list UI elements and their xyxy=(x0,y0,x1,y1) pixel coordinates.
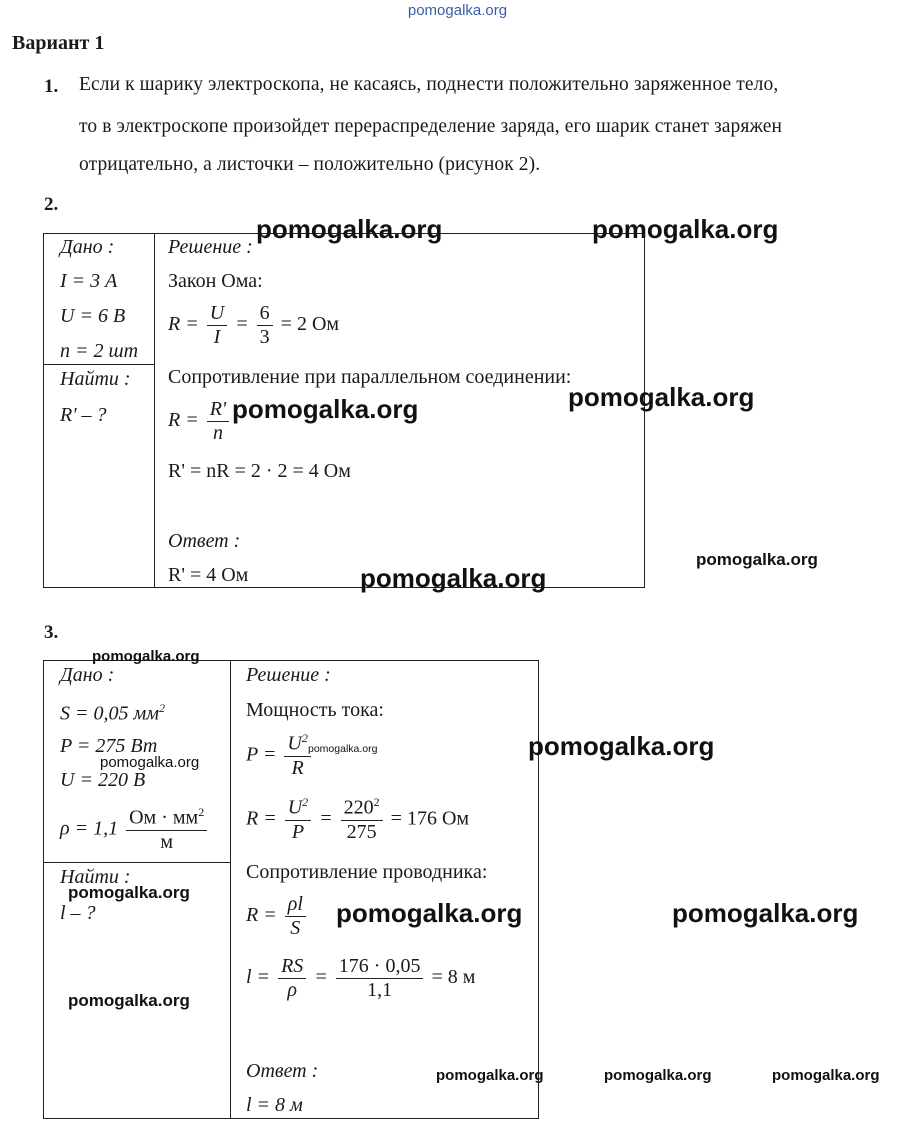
q2-law-text: Закон Ома: xyxy=(168,270,263,292)
q3-formula-3: R = $\frac{\rho l}{S}$ xyxy=(246,893,309,940)
watermark: pomogalka.org xyxy=(672,898,859,928)
watermark: pomogalka.org xyxy=(604,1067,712,1084)
q3-formula-4: l = $\frac{RS}{\rho}$ = $\frac{176 \cdot 0,05}{1,1}$ = 8 м xyxy=(246,955,476,1001)
q3-conductor-text: Сопротивление проводника: xyxy=(246,861,488,883)
q2-formula-1: R = $\frac{U}{I}$ = $\frac{6}{3}$ = 2 Ом xyxy=(168,302,340,348)
watermark: pomogalka.org xyxy=(528,731,715,761)
q2-answer: R' = 4 Ом xyxy=(168,564,249,586)
q3-given-p: P = 275 Вт xyxy=(60,735,158,757)
q3-najti-label: Найти : xyxy=(60,866,131,888)
watermark: pomogalka.org xyxy=(592,214,779,244)
q2-dano-label: Дано : xyxy=(60,236,115,258)
q2-parallel-text: Сопротивление при параллельном соединении: xyxy=(168,366,572,388)
watermark: pomogalka.org xyxy=(256,214,443,244)
q2-formula-3: R' = nR = 2 · 2 = 4 Ом xyxy=(168,460,351,482)
q3-given-rho: ρ = 1,1 $\frac{Ом \cdot мм^2}{м}$ xyxy=(60,806,210,854)
q2-reshenie-label: Решение : xyxy=(168,236,253,258)
q2-divider-vertical xyxy=(154,233,155,588)
q3-formula-2: R = $\frac{U^2}{P}$ = $\frac{220^2}{275}$ = 176 Ом xyxy=(246,795,470,843)
q3-power-text: Мощность тока: xyxy=(246,699,384,721)
question-1-number: 1. xyxy=(44,76,59,97)
watermark: pomogalka.org xyxy=(772,1067,880,1084)
q3-find: l – ? xyxy=(60,902,96,924)
q3-formula-1: P = $\frac{U^2}{R}$ xyxy=(246,732,314,780)
q3-divider-vertical xyxy=(230,660,231,1119)
watermark: pomogalka.org xyxy=(436,1067,544,1084)
q1-line-2: то в электроскопе произойдет перераспределение заряда, его шарик станет заряжен xyxy=(79,116,783,137)
watermark: pomogalka.org xyxy=(232,394,419,424)
q2-given-u: U = 6 В xyxy=(60,305,126,327)
q2-najti-label: Найти : xyxy=(60,368,131,390)
q3-dano-label: Дано : xyxy=(60,664,115,686)
q1-line-3: отрицательно, а листочки – положительно (рисунок 2). xyxy=(79,154,541,175)
q3-given-u: U = 220 В xyxy=(60,769,146,791)
q1-line-1: Если к шарику электроскопа, не касаясь, поднести положительно заряженное тело, xyxy=(79,74,779,95)
q3-answer: l = 8 м xyxy=(246,1094,303,1116)
question-3-number: 3. xyxy=(44,622,59,643)
watermark: pomogalka.org xyxy=(360,563,547,593)
q2-divider-horizontal xyxy=(43,364,155,365)
watermark: pomogalka.org xyxy=(68,883,190,902)
watermark: pomogalka.org xyxy=(308,743,378,755)
watermark: pomogalka.org xyxy=(568,382,755,412)
q3-divider-horizontal xyxy=(43,862,231,863)
top-watermark: pomogalka.org xyxy=(407,2,508,19)
q2-given-n: n = 2 шт xyxy=(60,340,139,362)
q3-given-s: S = 0,05 $мм^2$ xyxy=(60,701,166,725)
watermark: pomogalka.org xyxy=(336,898,523,928)
q2-otvet-label: Ответ : xyxy=(168,530,241,552)
watermark: pomogalka.org xyxy=(68,991,190,1010)
q2-given-i: I = 3 А xyxy=(60,270,118,292)
q2-find: R' – ? xyxy=(60,404,107,426)
page-title: Вариант 1 xyxy=(12,32,105,54)
q2-formula-2: R = $\frac{R'}{n}$ xyxy=(168,398,232,445)
watermark: pomogalka.org xyxy=(696,550,818,569)
watermark: pomogalka.org xyxy=(100,754,200,771)
q3-reshenie-label: Решение : xyxy=(246,664,331,686)
question-2-number: 2. xyxy=(44,194,59,215)
q3-otvet-label: Ответ : xyxy=(246,1060,319,1082)
watermark: pomogalka.org xyxy=(92,648,200,665)
